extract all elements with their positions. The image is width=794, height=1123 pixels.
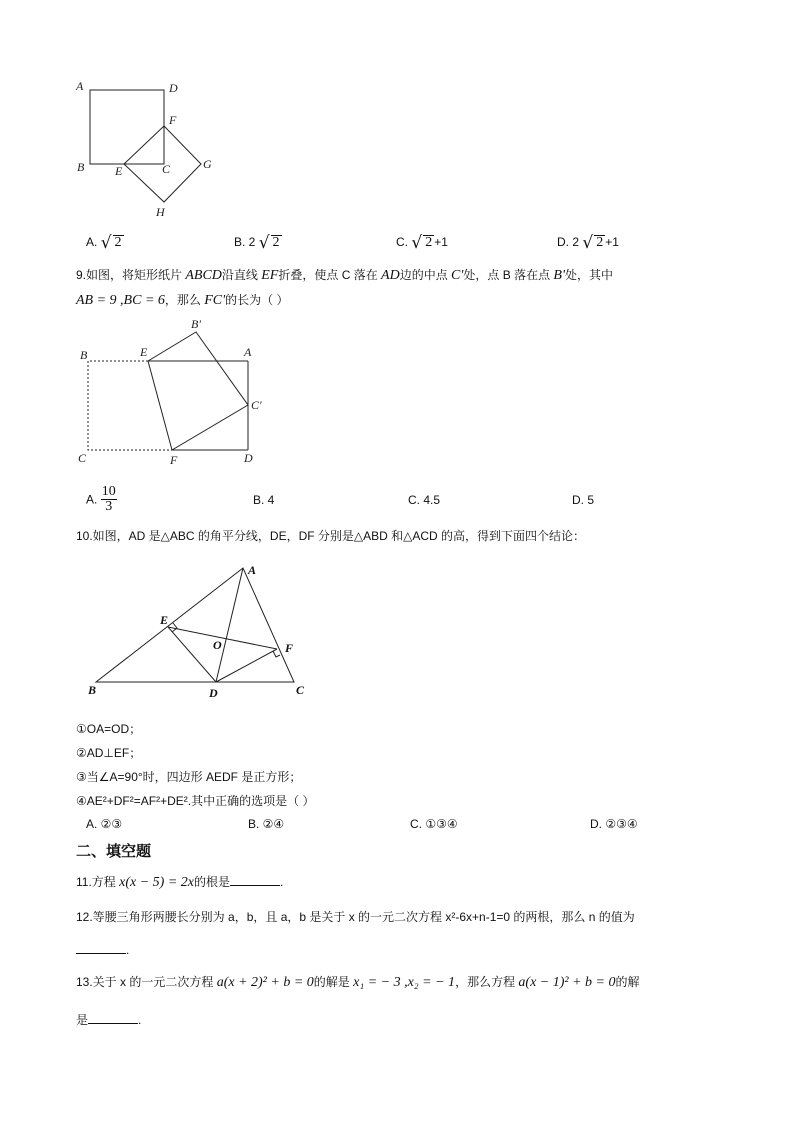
section-title-fill-blank: 二、填空题	[76, 843, 152, 860]
q10-option-b: B. ②④	[248, 817, 285, 831]
label-g: G	[203, 157, 212, 171]
q10-stem: 10.如图，AD 是△ABC 的角平分线，DE，DF 分别是△ABD 和△ACD 的高，得到下面四个结论：	[76, 529, 586, 543]
label-b: B	[80, 348, 88, 362]
label-a: A	[244, 345, 252, 359]
q8-figure	[70, 76, 220, 226]
label-b: B	[88, 683, 97, 697]
label-d: D	[209, 686, 218, 700]
q11: 11.方程 x(x − 5) = 2x的根是 .	[76, 875, 284, 890]
q13-line2: 是 .	[76, 1013, 142, 1027]
q8-option-a: A. √ 2	[86, 233, 122, 253]
label-a: A	[76, 79, 84, 93]
segment-df	[216, 649, 277, 682]
q8-option-d: D. 2 √ 2 +1	[557, 233, 619, 253]
q8-option-b: B. 2 √ 2	[234, 233, 280, 253]
right-angle-f	[273, 651, 280, 657]
label-f: F	[169, 113, 177, 127]
q8-option-c: C. √ 2 +1	[396, 233, 448, 253]
q9-option-d: D. 5	[572, 493, 595, 507]
label-e: E	[160, 613, 169, 627]
label-bprime: B′	[191, 317, 201, 331]
q13-answer-blank[interactable]	[88, 1012, 138, 1024]
q10-conclusion-2: ②AD⊥EF；	[76, 746, 142, 760]
q9-option-c: C. 4.5	[408, 493, 441, 507]
q12-answer-blank[interactable]	[76, 942, 126, 954]
label-c: C	[162, 162, 171, 176]
q9-stem-line1: 9.如图，将矩形纸片 ABCD沿直线 EF折叠，使点 C 落在 AD边的中点 C'处，点 B 落在点 B'处，其中	[76, 268, 613, 283]
segment-ad	[216, 568, 243, 682]
label-cprime: C′	[251, 398, 262, 412]
folded-quad	[148, 332, 248, 450]
q9-option-b: B. 4	[253, 493, 275, 507]
triangle-abc	[96, 568, 294, 682]
label-d: D	[169, 81, 178, 95]
label-d: D	[244, 451, 253, 465]
label-o: O	[213, 638, 222, 652]
q11-answer-blank[interactable]	[230, 874, 280, 886]
q13-line1: 13.关于 x 的一元二次方程 a(x + 2)² + b = 0的解是 x₁ = − 3 ,x₂ = − 1，那么方程 a(x − 1)² + b = 0的解	[76, 975, 640, 990]
q9-figure	[72, 312, 272, 472]
q10-option-d: D. ②③④	[590, 817, 638, 831]
label-b: B	[77, 160, 85, 174]
q10-conclusion-3: ③当∠A=90°时，四边形 AEDF 是正方形；	[76, 770, 302, 784]
label-h: H	[156, 205, 165, 219]
q10-option-a: A. ②③	[86, 817, 123, 831]
q10-figure	[80, 556, 320, 706]
label-c: C	[78, 451, 87, 465]
q10-conclusion-1: ①OA=OD；	[76, 722, 142, 736]
label-a: A	[248, 563, 257, 577]
q12-line1: 12.等腰三角形两腰长分别为 a，b，且 a，b 是关于 x 的一元二次方程 x²-6x+n-1=0 的两根，那么 n 的值为	[76, 910, 635, 924]
q9-stem-line2: AB = 9 ,BC = 6，那么 FC'的长为（ ）	[76, 293, 289, 308]
dotted-original	[88, 361, 172, 450]
q12-line2: .	[76, 942, 129, 957]
square-abcd	[90, 90, 164, 164]
q9-option-a: A. $\frac{10}{3}$	[86, 484, 116, 514]
label-e: E	[140, 345, 148, 359]
label-c: C	[296, 683, 305, 697]
label-f: F	[285, 641, 294, 655]
q10-option-c: C. ①③④	[410, 817, 458, 831]
q10-conclusion-4: ④AE²+DF²=AF²+DE².其中正确的选项是（ ）	[76, 794, 315, 808]
label-f: F	[170, 453, 178, 467]
label-e: E	[115, 164, 123, 178]
